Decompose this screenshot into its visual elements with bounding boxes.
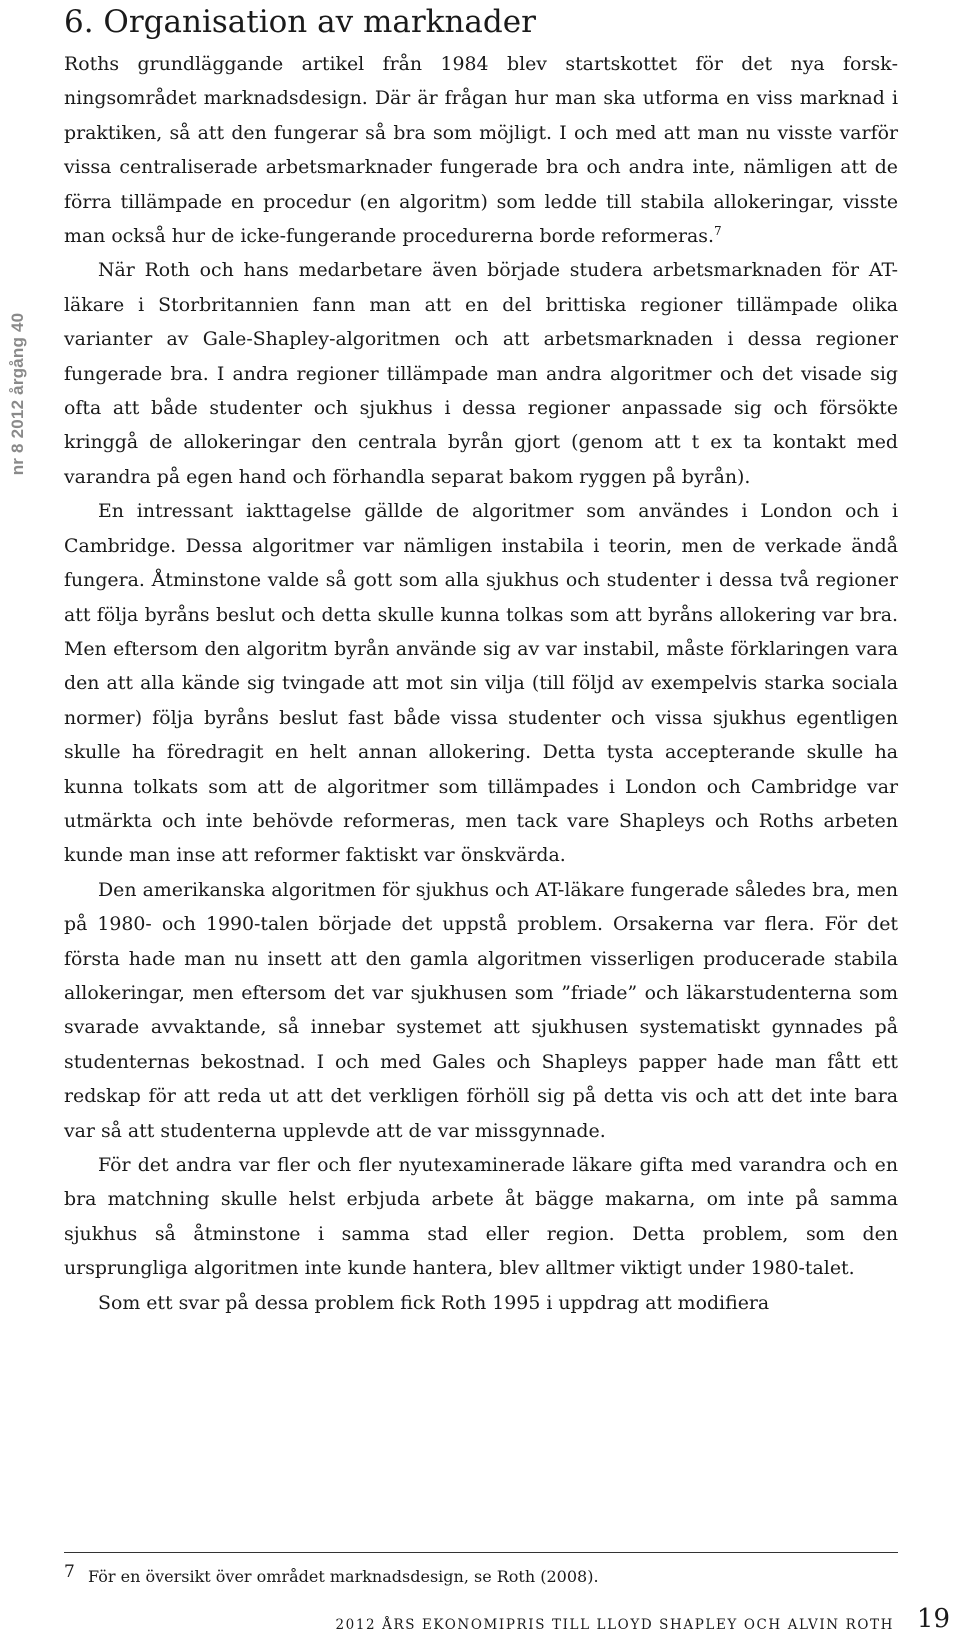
running-footer: 2012 ÅRS EKONOMIPRIS TILL LLOYD SHAPLEY OCH ALVIN ROTH bbox=[335, 1617, 894, 1633]
paragraph-2: När Roth och hans medarbetare även började studera arbetsmarknaden för AT-läkare i Storbritannien fann man att en del brittiska regioner tillämpade olika varianter av Gale-Shapley-algoritmen och att arbetsmarknaden i dessa regioner fungerade bra. I andra regioner tillämpade man andra algoritmer och det visade sig ofta att både studenter och sjukhus i dessa regioner anpassade sig och försökte kringgå de allokeringar den centrala byrån gjort (genom att t ex ta kontakt med varandra på egen hand och förhandla separat bakom ryggen på byrån). bbox=[64, 259, 898, 488]
issue-side-label: nr 8 2012 årgång 40 bbox=[8, 312, 27, 476]
footnote-divider bbox=[64, 1552, 898, 1553]
footnote-text: För en översikt över området marknadsdesign, se Roth (2008). bbox=[88, 1567, 599, 1586]
section-heading: 6. Organisation av marknader bbox=[64, 4, 536, 40]
footnote-number: 7 bbox=[64, 1562, 75, 1582]
article-body bbox=[64, 0, 898, 1320]
paragraph-4: Den amerikanska algoritmen för sjukhus och AT-läkare fungerade således bra, men på 1980- och 1990-talen började det uppstå problem. Orsakerna var flera. För det första hade man nu insett att den gamla algoritmen visserligen producerade stabila allokeringar, men eftersom det var sjukhusen som ”friade” och läkarstudenterna som svarade avvaktande, så innebar systemet att sjukhusen systematiskt gynnades på studenternas bekostnad. I och med Gales och Shapleys papper hade man fått ett redskap för att reda ut att det verkligen förhöll sig på detta vis och att det inte bara var så att studenterna upplevde att de var missgynnade. bbox=[64, 878, 898, 1142]
paragraph-3: En intressant iakttagelse gällde de algoritmer som användes i London och i Cambridge. Dessa algoritmer var nämligen instabila i teorin, men de verkade ändå fungera. Åtminstone valde så gott som alla sjukhus och studenter i dessa två regioner att följa byråns beslut och detta skulle kunna tolkas som att byråns allokering var bra. Men eftersom den algoritm byrån använde sig av var instabil, måste förklaringen vara den att alla kände sig tvingade att mot sin vilja (till följd av exempelvis starka sociala normer) följa byråns beslut fast både vissa studenter och vissa sjukhus egentligen skulle ha föredragit en helt annan allokering. Detta tysta accepterande skulle ha kunna tolkats som att de algoritmer som tillämpades i London och Cambridge var utmärkta och inte behövde reformeras, men tack vare Shapleys och Roths arbeten kunde man inse att reformer faktiskt var önskvärda. bbox=[64, 500, 898, 867]
footnote-ref-7[interactable]: 7 bbox=[713, 224, 722, 239]
paragraph-1 bbox=[64, 47, 898, 253]
paragraph-1-text: Roths grundläggande artikel från 1984 blev startskottet för det nya forskningsområdet marknadsdesign. Där är frågan hur man ska utforma en viss marknad i praktiken, så att den fungerar så bra som möjligt. I och med att man nu visste varför vissa centraliserade arbetsmarknader fungerade bra och andra inte, nämligen att de förra tillämpade en procedur (en algoritm) som ledde till stabila allokeringar, visste man också hur de icke-fungerande procedurerna borde reformeras. bbox=[64, 53, 898, 248]
paragraph-6: Som ett svar på dessa problem fick Roth 1995 i uppdrag att modifiera bbox=[98, 1291, 770, 1314]
page-number: 19 bbox=[916, 1604, 950, 1634]
footnote bbox=[64, 1562, 898, 1589]
paragraph-5: För det andra var fler och fler nyutexaminerade läkare gifta med varandra och en bra matchning skulle helst erbjuda arbete åt bägge makarna, om inte på samma sjukhus så åtminstone i samma stad eller region. Detta problem, som den ursprungliga algoritmen inte kunde hantera, blev alltmer viktigt under 1980-talet. bbox=[64, 1154, 898, 1280]
